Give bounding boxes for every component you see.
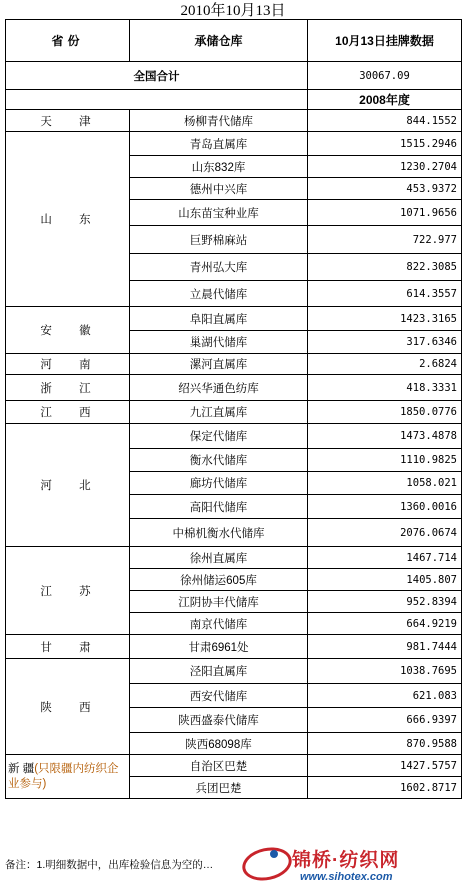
value-cell: 1467.714	[308, 547, 462, 569]
value-cell: 1405.807	[308, 569, 462, 591]
province-name: 新 疆	[8, 762, 35, 775]
table-row	[6, 547, 462, 569]
value-cell: 1427.5757	[308, 755, 462, 777]
value-cell: 666.9397	[308, 708, 462, 733]
warehouse-cell: 立晨代储库	[130, 281, 308, 307]
warehouse-cell: 保定代储库	[130, 424, 308, 449]
logo-ring-icon	[239, 843, 295, 885]
logo-url: www.sihotex.com	[300, 871, 393, 883]
table-body	[6, 20, 462, 799]
table-row	[6, 110, 462, 132]
value-cell: 2076.0674	[308, 519, 462, 547]
warehouse-cell: 南京代储库	[130, 613, 308, 635]
province-cell: 江 西	[6, 401, 130, 424]
warehouse-cell: 巢湖代储库	[130, 331, 308, 354]
province-cell: 江 苏	[6, 547, 130, 635]
warehouse-cell: 江阴协丰代储库	[130, 591, 308, 613]
province-cell: 河 北	[6, 424, 130, 547]
warehouse-cell: 陕西盛泰代储库	[130, 708, 308, 733]
table-row	[6, 307, 462, 331]
warehouse-cell: 巨野棉麻站	[130, 226, 308, 254]
value-cell: 870.9588	[308, 733, 462, 755]
province-cell: 安 徽	[6, 307, 130, 354]
warehouse-cell: 山东苗宝种业库	[130, 200, 308, 226]
province-cell: 甘 肃	[6, 635, 130, 659]
warehouse-cell: 自治区巴楚	[130, 755, 308, 777]
table-row	[6, 401, 462, 424]
value-cell: 1602.8717	[308, 777, 462, 799]
header-province: 省份	[6, 20, 130, 62]
year-row	[6, 90, 462, 110]
value-cell: 664.9219	[308, 613, 462, 635]
warehouse-cell: 高阳代储库	[130, 495, 308, 519]
listing-table	[5, 19, 462, 799]
value-cell: 1110.9825	[308, 449, 462, 472]
warehouse-cell: 德州中兴库	[130, 178, 308, 200]
warehouse-cell: 廊坊代储库	[130, 472, 308, 495]
value-cell: 952.8394	[308, 591, 462, 613]
value-cell: 981.7444	[308, 635, 462, 659]
province-cell: 浙 江	[6, 375, 130, 401]
warehouse-cell: 青岛直属库	[130, 132, 308, 156]
value-cell: 1360.0016	[308, 495, 462, 519]
table-row	[6, 132, 462, 156]
value-cell: 418.3331	[308, 375, 462, 401]
warehouse-cell: 阜阳直属库	[130, 307, 308, 331]
value-cell: 722.977	[308, 226, 462, 254]
warehouse-cell: 青州弘大库	[130, 254, 308, 281]
warehouse-cell: 陕西68098库	[130, 733, 308, 755]
value-cell: 614.3557	[308, 281, 462, 307]
logo-brand: 锦桥·纺织网	[292, 850, 400, 871]
warehouse-cell: 山东832库	[130, 156, 308, 178]
value-cell: 822.3085	[308, 254, 462, 281]
value-cell: 1473.4878	[308, 424, 462, 449]
warehouse-cell: 杨柳青代储库	[130, 110, 308, 132]
year-blank	[6, 90, 308, 110]
warehouse-cell: 徐州储运605库	[130, 569, 308, 591]
province-cell: 山 东	[6, 132, 130, 307]
province-note: (只限疆内纺织企业参与)	[8, 762, 119, 790]
table-row	[6, 375, 462, 401]
header-row	[6, 20, 462, 62]
value-cell: 1423.3165	[308, 307, 462, 331]
warehouse-cell: 九江直属库	[130, 401, 308, 424]
table-row	[6, 354, 462, 375]
year-label: 2008年度	[308, 90, 462, 110]
warehouse-cell: 西安代储库	[130, 684, 308, 708]
value-cell: 1515.2946	[308, 132, 462, 156]
province-cell: 陕 西	[6, 659, 130, 755]
warehouse-cell: 衡水代储库	[130, 449, 308, 472]
warehouse-cell: 漯河直属库	[130, 354, 308, 375]
total-value: 30067.09	[308, 62, 462, 90]
footer-note: 备注：1.明细数据中，出库检验信息为空的…	[5, 859, 214, 871]
site-logo	[240, 843, 464, 892]
warehouse-cell: 泾阳直属库	[130, 659, 308, 684]
value-cell: 1850.0776	[308, 401, 462, 424]
warehouse-cell: 中棉机衡水代储库	[130, 519, 308, 547]
value-cell: 844.1552	[308, 110, 462, 132]
value-cell: 621.083	[308, 684, 462, 708]
value-cell: 317.6346	[308, 331, 462, 354]
province-cell: 天 津	[6, 110, 130, 132]
total-row	[6, 62, 462, 90]
total-label: 全国合计	[6, 62, 308, 90]
logo-dot-icon	[270, 850, 278, 858]
warehouse-cell: 徐州直属库	[130, 547, 308, 569]
value-cell: 2.6824	[308, 354, 462, 375]
header-data: 10月13日挂牌数据	[308, 20, 462, 62]
value-cell: 1230.2704	[308, 156, 462, 178]
table-row	[6, 659, 462, 684]
warehouse-cell: 兵团巴楚	[130, 777, 308, 799]
value-cell: 1058.021	[308, 472, 462, 495]
page-title: 2010年10月13日	[180, 3, 286, 19]
header-warehouse: 承储仓库	[130, 20, 308, 62]
table-row	[6, 635, 462, 659]
value-cell: 1071.9656	[308, 200, 462, 226]
value-cell: 453.9372	[308, 178, 462, 200]
value-cell: 1038.7695	[308, 659, 462, 684]
warehouse-cell: 甘肃6961处	[130, 635, 308, 659]
table-row	[6, 755, 462, 777]
table-row	[6, 424, 462, 449]
warehouse-cell: 绍兴华通色纺库	[130, 375, 308, 401]
province-cell-xinjiang	[6, 755, 130, 799]
province-cell: 河 南	[6, 354, 130, 375]
